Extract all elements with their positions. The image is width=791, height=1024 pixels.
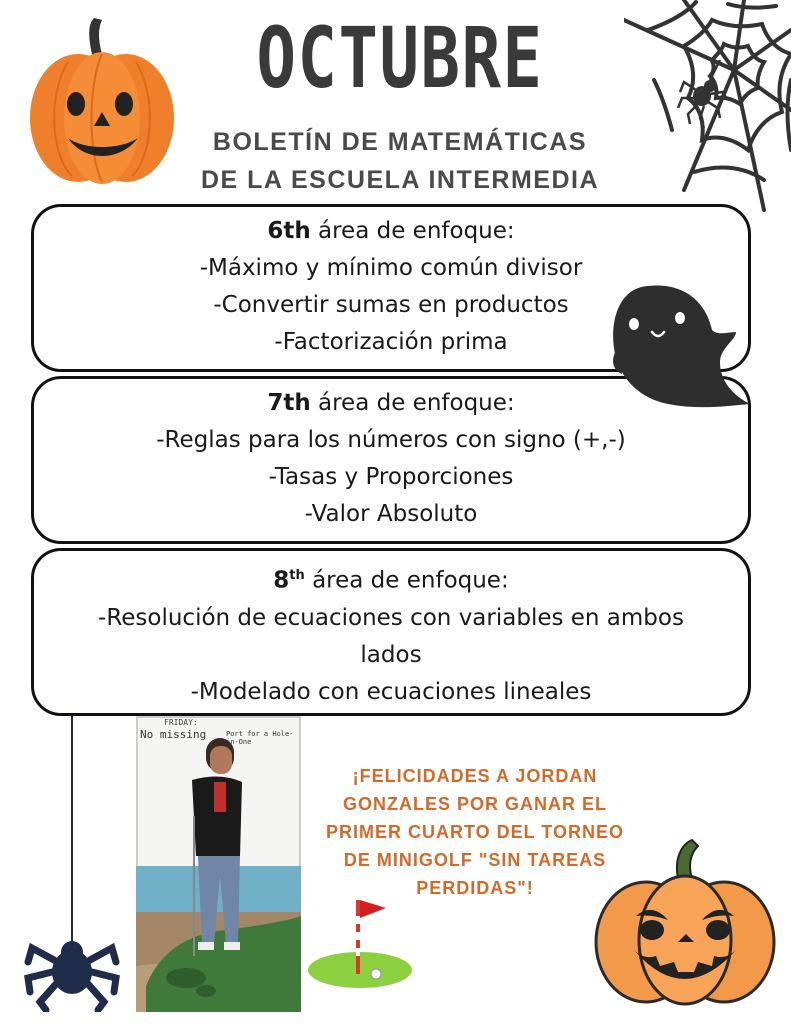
congrats-line: DE MINIGOLF "SIN TAREAS <box>343 850 607 870</box>
congrats-line: PERDIDAS"! <box>416 878 534 898</box>
heading-text: área de enfoque: <box>304 567 509 594</box>
card-heading <box>34 213 748 250</box>
focus-item: lados <box>360 641 422 668</box>
ghost-icon <box>608 278 754 418</box>
spider-web-icon <box>624 0 791 215</box>
focus-item: -Factorización prima <box>274 329 508 355</box>
hanging-spider-icon <box>22 716 128 1012</box>
pumpkin-jack-o-lantern-icon <box>594 838 776 1008</box>
focus-item: -Reglas para los números con signo (+,-) <box>156 427 626 453</box>
focus-item: -Modelado con ecuaciones lineales <box>190 678 592 705</box>
student-photo <box>136 716 301 1012</box>
congrats-line: ¡FELICIDADES A JORDAN <box>352 766 598 786</box>
card-heading <box>34 557 748 600</box>
focus-item: -Valor Absoluto <box>304 501 478 527</box>
grade-label: 7th <box>267 390 311 416</box>
board-text: Port for a Hole-in-One <box>226 730 294 746</box>
focus-item: -Convertir sumas en productos <box>213 292 569 318</box>
congrats-line: GONZALES POR GANAR EL <box>342 794 607 814</box>
board-text: No missing <box>140 728 207 741</box>
congrats-line: PRIMER CUARTO DEL TORNEO <box>325 822 625 842</box>
grade-suffix: th <box>289 568 305 583</box>
pumpkin-jack-o-lantern-icon <box>28 14 176 186</box>
focus-item: -Resolución de ecuaciones con variables en ambos <box>98 604 684 631</box>
page-title: OCTUBRE <box>256 9 544 107</box>
focus-card-8th <box>31 548 751 716</box>
grade-label: 8 <box>273 567 290 594</box>
heading-text: área de enfoque: <box>310 218 515 244</box>
subtitle-line-2: DE LA ESCUELA INTERMEDIA <box>200 166 600 194</box>
grade-label: 6th <box>267 218 311 244</box>
heading-text: área de enfoque: <box>310 390 515 416</box>
golf-flag-icon <box>306 896 416 990</box>
focus-item: -Máximo y mínimo común divisor <box>199 255 583 281</box>
focus-item: -Tasas y Proporciones <box>268 464 514 490</box>
board-text: FRIDAY: <box>164 718 198 727</box>
subtitle-line-1: BOLETÍN DE MATEMÁTICAS <box>212 128 588 156</box>
